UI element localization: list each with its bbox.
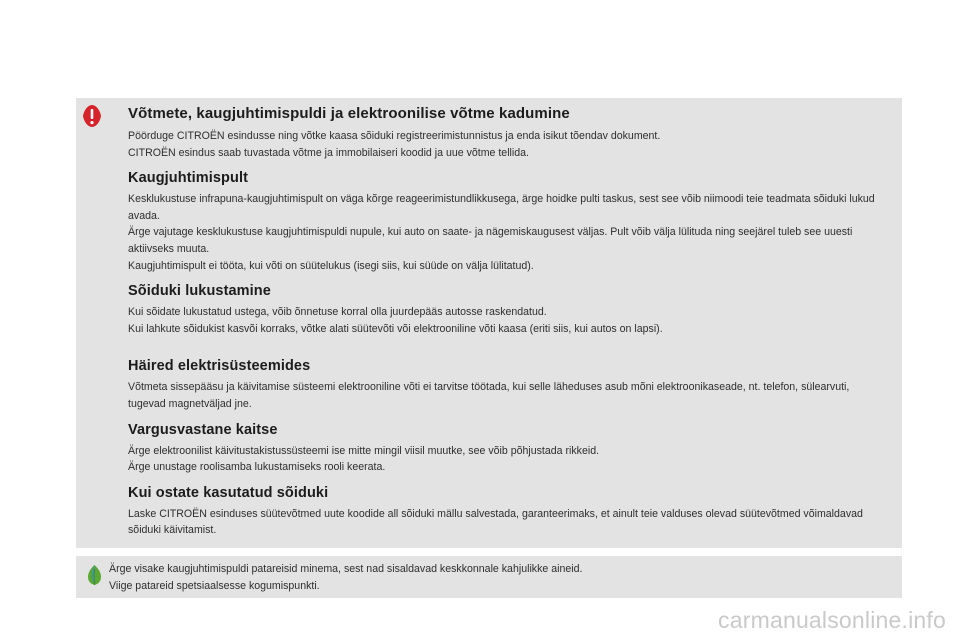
paragraph: Kui sõidate lukustatud ustega, võib õnnetuse korral olla juurdepääs autosse raskendatud.	[128, 306, 547, 319]
section-anti-theft	[128, 422, 882, 476]
paragraph: Võtmeta sissepääsu ja käivitamise süsteemi elektrooniline võti ei tarvitse töötada, kui selle läheduses asub mõni elektroonikaseade, nt. telefon, sülearvuti, tugevad magnetväljad jne.	[128, 381, 850, 410]
paragraph: Viige patareid spetsiaalsesse kogumispunkti.	[109, 579, 320, 592]
section-title: Võtmete, kaugjuhtimispuldi ja elektroonilise võtme kadumine	[128, 105, 570, 122]
section-title: Vargusvastane kaitse	[128, 421, 278, 438]
paragraph: Laske CITROËN esinduses süütevõtmed uute koodide all sõiduki mällu salvestada, garanteerimaks, et ainult teie valduses olevad süütevõtmed võimaldavad sõiduki käivitamist.	[128, 507, 863, 537]
paragraph: Ärge vajutage kesklukustuse kaugjuhtimispuldi nupule, kui auto on saate- ja nägemiskaugusest väljas. Pult võib välja lülituda ning seejärel tuleb see uuesti aktiivseks muuta.	[128, 226, 853, 255]
paragraph: Ärge elektroonilist käivitustakistussüsteemi ise mitte mingil viisil muutke, see võib põhjustada rikkeid.	[128, 444, 600, 457]
section-used-vehicle	[128, 485, 882, 539]
section-title: Häired elektrisüsteemides	[128, 358, 311, 375]
paragraph: Ärge visake kaugjuhtimispuldi patareisid minema, sest nad sisaldavad keskkonnale kahjulikke aineid.	[109, 563, 583, 575]
paragraph: Pöörduge CITROËN esindusse ning võtke kaasa sõiduki registreerimistunnistus ja enda isikut tõendav dokument.	[128, 130, 661, 142]
warning-exclamation-icon	[82, 104, 102, 128]
section-vehicle-locking	[128, 283, 882, 337]
section-title: Sõiduki lukustamine	[128, 283, 271, 300]
paragraph: CITROËN esindus saab tuvastada võtme ja immobilaiseri koodid ja uue võtme tellida.	[128, 146, 529, 159]
paragraph: Kesklukustuse infrapuna-kaugjuhtimispult on väga kõrge reageerimistundlikkusega, ärge hoidke pulti taskus, sest see võib niimoodi teie teadmata sõiduki lukud avada.	[128, 193, 875, 222]
eco-box	[76, 556, 902, 598]
paragraph: Kui lahkute sõidukist kasvõi korraks, võtke alati süütevõti või elektrooniline võti kaasa (eriti siis, kui autos on lapsi).	[128, 322, 663, 335]
paragraph: Kaugjuhtimispult ei tööta, kui võti on süütelukus (isegi siis, kui süüde on välja lülitatud).	[128, 259, 534, 272]
section-title: Kaugjuhtimispult	[128, 170, 249, 187]
section-remote-control	[128, 170, 882, 274]
watermark: carmanualsonline.info	[718, 607, 946, 633]
section-electrical-interference	[128, 358, 882, 412]
leaf-icon	[86, 564, 103, 586]
paragraph: Ärge unustage roolisamba lukustamiseks rooli keerata.	[128, 461, 386, 474]
section-title: Kui ostate kasutatud sõiduki	[128, 484, 329, 501]
warning-box	[76, 98, 902, 548]
section-key-loss	[128, 105, 882, 161]
